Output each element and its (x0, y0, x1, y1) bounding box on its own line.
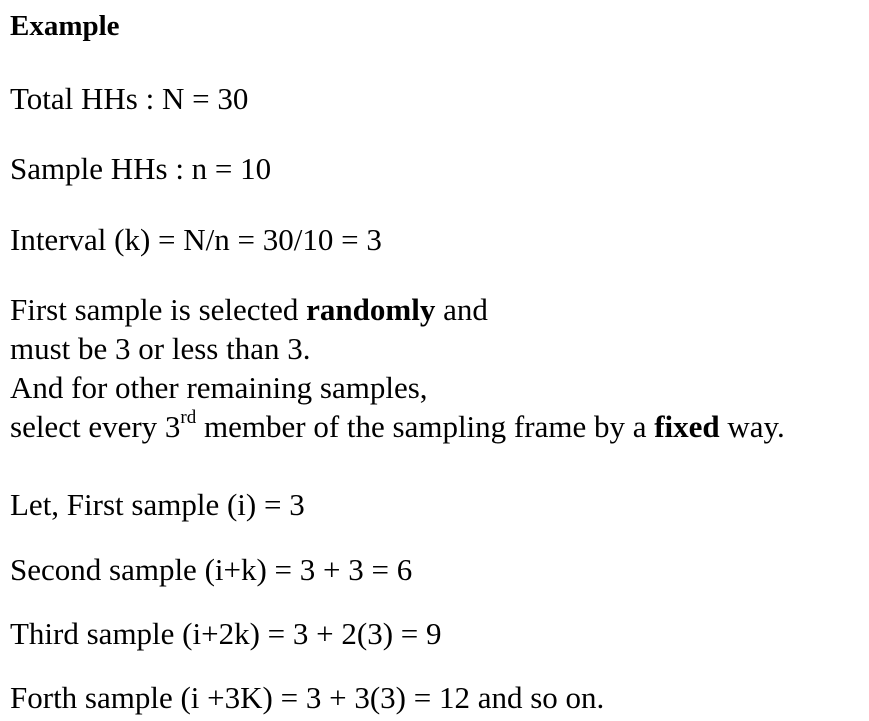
paragraph-line-1-post: and (435, 292, 488, 327)
paragraph-line-4 (10, 408, 785, 446)
paragraph-line-1 (10, 291, 488, 329)
paragraph-line-3: And for other remaining samples, (10, 370, 428, 405)
second-sample-line: Second sample (i+k) = 3 + 3 = 6 (10, 552, 413, 587)
paragraph-line-1-pre: First sample is selected (10, 292, 307, 327)
fixed-emphasis: fixed (654, 409, 720, 444)
third-sample-line: Third sample (i+2k) = 3 + 2(3) = 9 (10, 616, 442, 651)
first-sample-line: Let, First sample (i) = 3 (10, 487, 305, 522)
paragraph-line-4-post: way. (719, 409, 785, 444)
paragraph-line-4-mid: member of the sampling frame by a (196, 409, 655, 444)
interval-line: Interval (k) = N/n = 30/10 = 3 (10, 222, 382, 257)
ordinal-superscript: rd (180, 406, 197, 428)
paragraph-line-4-pre: select every 3 (10, 409, 181, 444)
paragraph-line-2: must be 3 or less than 3. (10, 331, 311, 366)
randomly-emphasis: randomly (306, 292, 436, 327)
example-title: Example (10, 10, 120, 42)
sample-hhs-line: Sample HHs : n = 10 (10, 151, 272, 186)
total-hhs-line: Total HHs : N = 30 (10, 81, 249, 116)
forth-sample-line: Forth sample (i +3K) = 3 + 3(3) = 12 and so on. (10, 680, 605, 715)
